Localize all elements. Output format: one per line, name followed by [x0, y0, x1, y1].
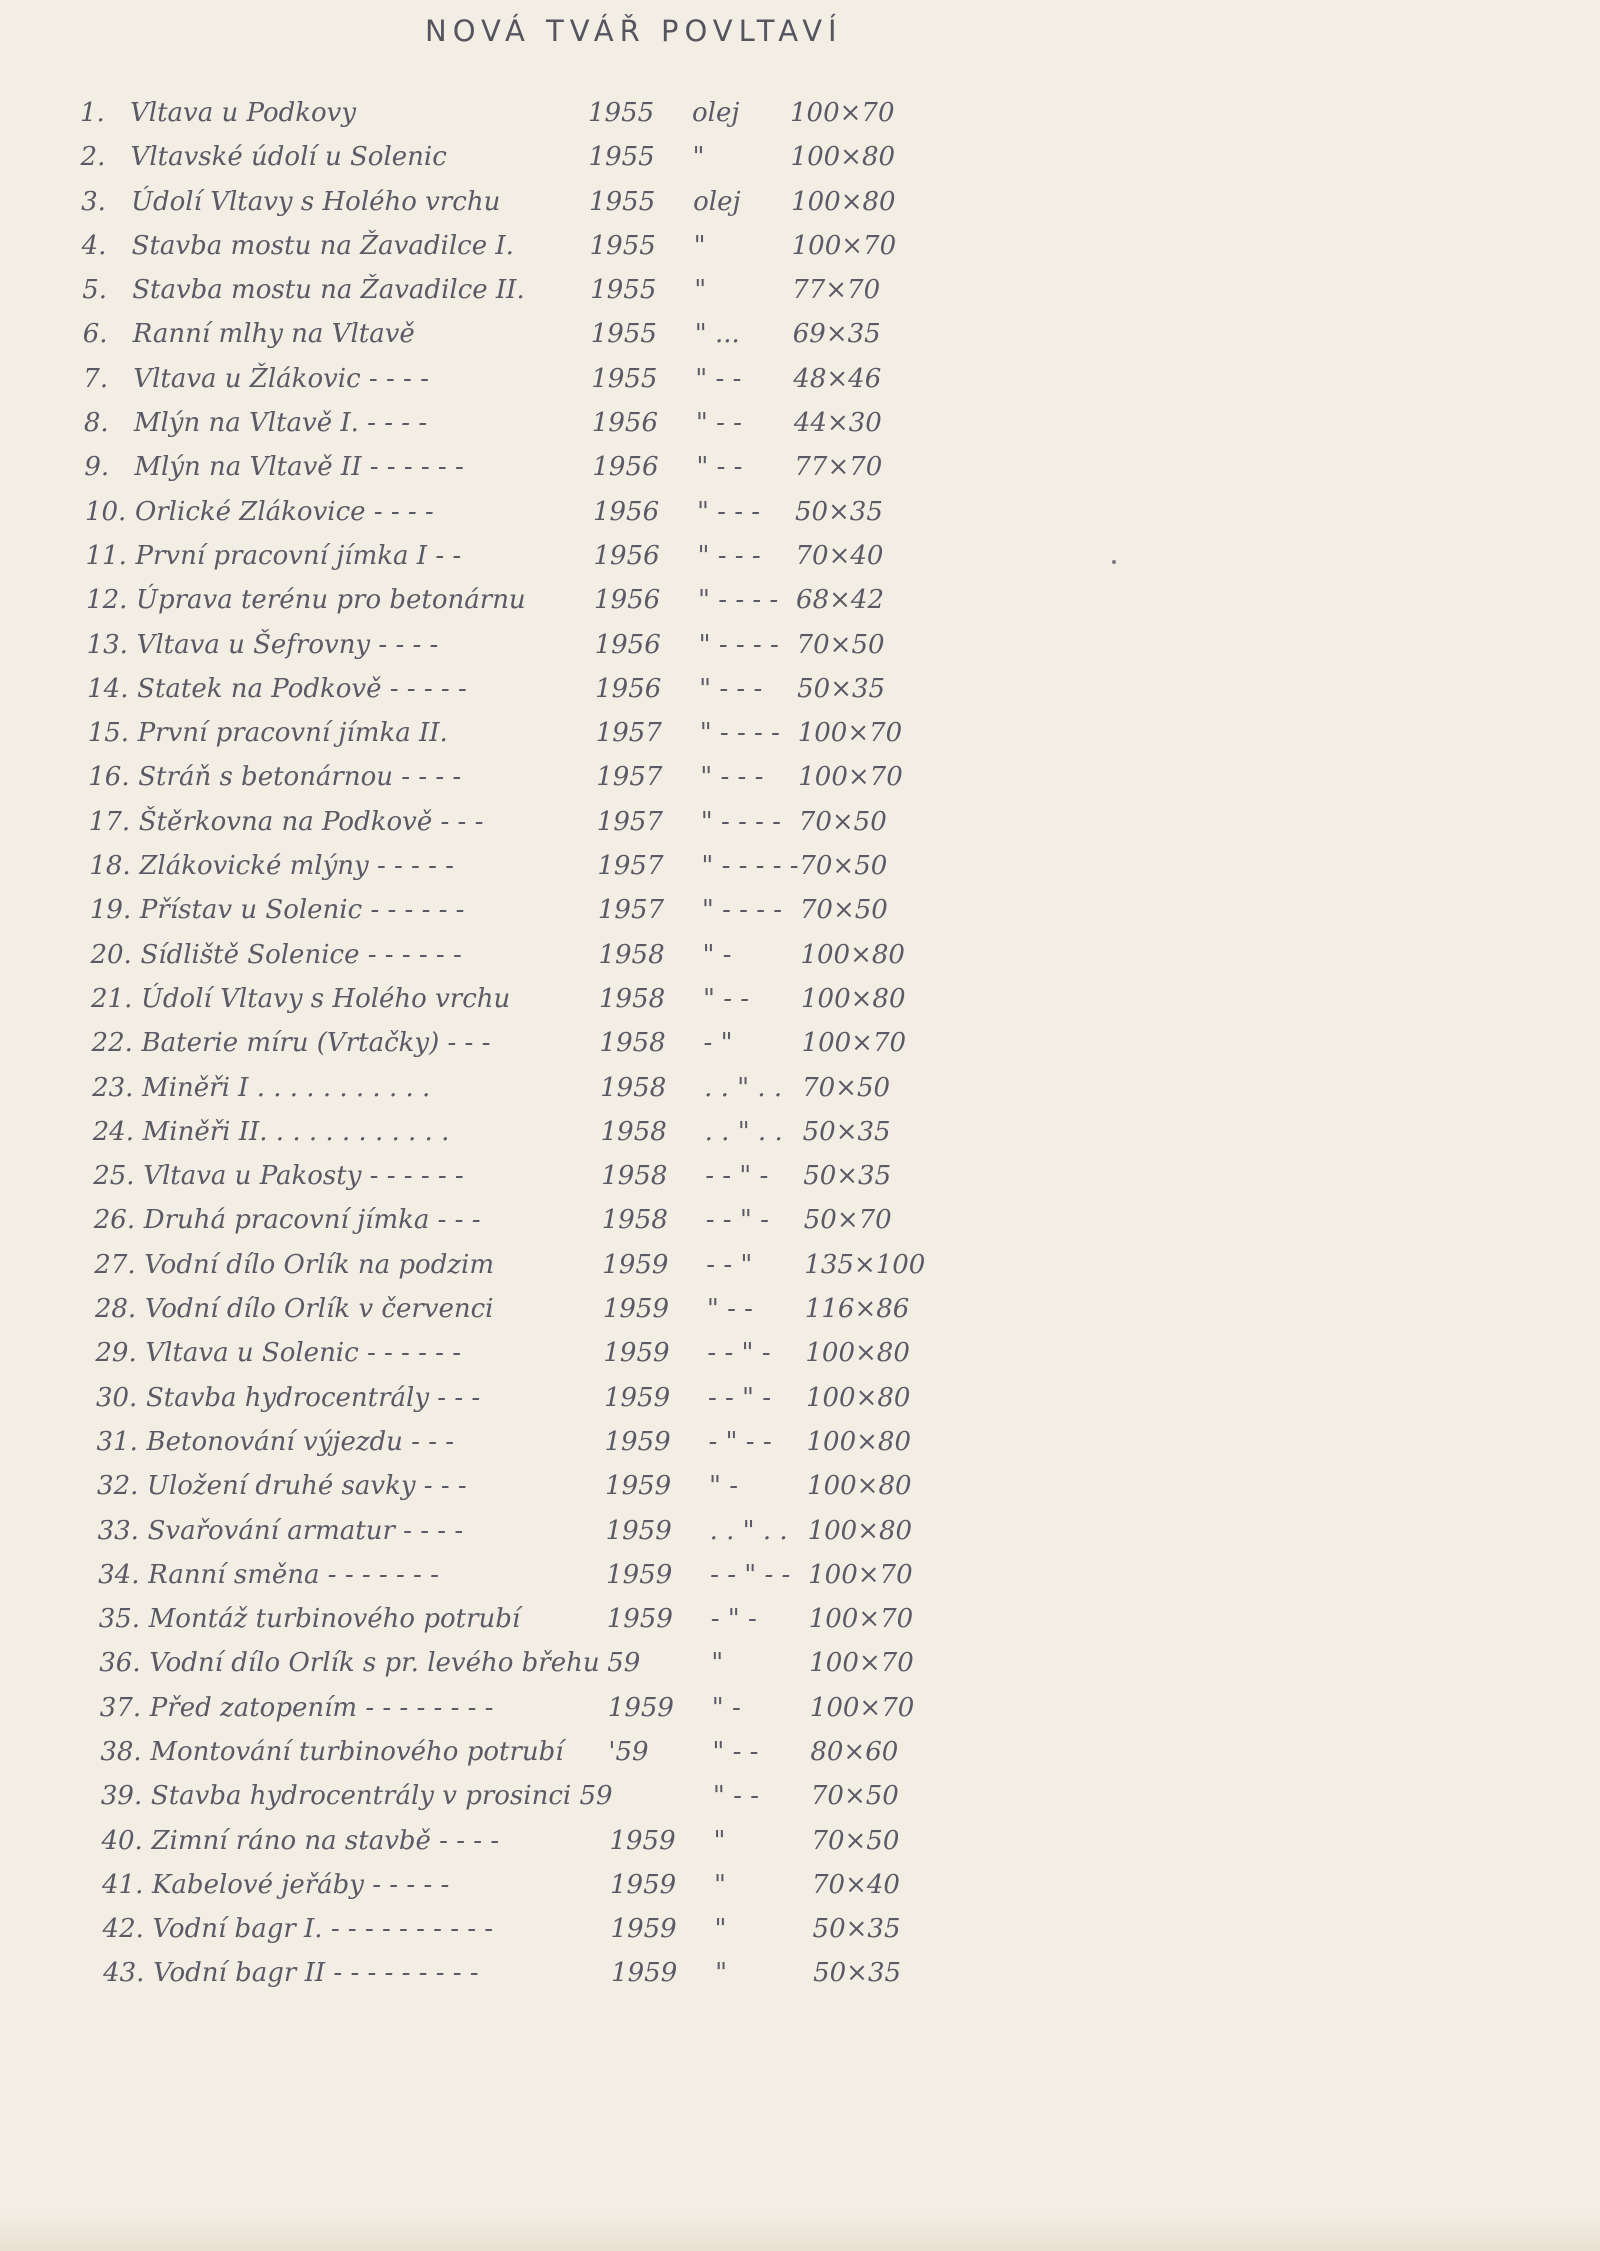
list-item: [90, 889, 980, 933]
item-title: Baterie míru (Vrtačky) - - -: [141, 1028, 491, 1059]
item-number: 28.: [94, 1294, 137, 1325]
item-number: 29.: [95, 1338, 137, 1369]
item-year: 1959: [606, 1559, 673, 1590]
item-number: 36.: [99, 1648, 141, 1679]
item-medium: " - -: [706, 1294, 753, 1325]
item-year: 1958: [598, 939, 665, 970]
item-size: 100×80: [807, 1515, 913, 1546]
item-title: Stráň s betonárnou - - - -: [138, 762, 462, 793]
item-title: Vodní dílo Orlík s pr. levého břehu: [149, 1648, 600, 1679]
item-title: Údolí Vltavy s Holého vrchu: [141, 983, 511, 1014]
item-number: 27.: [94, 1249, 136, 1280]
list-item: [86, 535, 981, 579]
item-title: Vodní bagr II - - - - - - - - -: [153, 1958, 479, 1989]
item-size: 48×46: [793, 363, 882, 394]
item-number: 22.: [91, 1028, 133, 1059]
page-title: NOVÁ TVÁŘ POVLTAVÍ: [425, 14, 843, 48]
item-size: 100×70: [798, 762, 903, 793]
list-item: [98, 1554, 980, 1598]
list-item: [84, 402, 980, 446]
item-year: 1956: [592, 496, 660, 527]
item-number: 20.: [90, 939, 132, 970]
item-title: Mlýn na Vltavě I. - - - -: [133, 408, 428, 439]
item-year: 1958: [599, 983, 666, 1014]
item-number: 40.: [101, 1825, 143, 1856]
item-number: 30.: [95, 1382, 138, 1413]
paper-edge: [0, 2211, 1600, 2251]
item-size: 70×50: [798, 806, 887, 837]
item-number: 10.: [84, 496, 127, 527]
list-item: [91, 978, 980, 1022]
item-size: 100×80: [805, 1382, 911, 1413]
item-medium: - ": [703, 1028, 733, 1059]
item-medium: ": [693, 230, 706, 261]
item-size: 116×86: [804, 1294, 910, 1325]
list-item: [83, 313, 980, 357]
item-year: 1955: [590, 275, 657, 306]
item-medium: " - - - -: [699, 718, 780, 749]
item-title: Vltava u Pakosty - - - - - -: [143, 1161, 464, 1192]
item-year: 1958: [599, 1028, 666, 1059]
list-item: [95, 1288, 980, 1332]
item-year: 1959: [610, 1914, 677, 1945]
list-item: [89, 801, 980, 845]
item-size: 70×50: [799, 851, 888, 882]
item-year: 1958: [600, 1116, 667, 1147]
item-medium: ": [714, 1869, 726, 1900]
item-title: Miněři I . . . . . . . . . . .: [142, 1072, 431, 1103]
list-item: [83, 358, 980, 402]
item-number: 8.: [83, 408, 109, 439]
item-medium: " -: [709, 1471, 739, 1502]
list-item: [90, 934, 980, 978]
item-medium: . . " . .: [709, 1515, 788, 1546]
item-medium: " - -: [712, 1736, 759, 1767]
item-title: Štěrkovna na Podkově - - -: [138, 806, 484, 837]
item-number: 11.: [85, 540, 127, 571]
item-medium: " - - - -: [698, 629, 779, 660]
item-medium: - " - -: [708, 1426, 772, 1457]
item-size: 80×60: [810, 1736, 899, 1767]
item-title: První pracovní jímka II.: [137, 718, 448, 749]
list-item: [87, 624, 980, 668]
list-item: [102, 1864, 980, 1908]
item-size: 50×35: [803, 1161, 892, 1192]
item-title: Vltavské údolí u Solenic: [130, 142, 447, 173]
list-item: [81, 136, 980, 180]
item-year: 59: [607, 1648, 641, 1679]
item-year: 1955: [588, 142, 655, 173]
item-size: 70×50: [811, 1825, 900, 1856]
item-year: 1955: [589, 186, 656, 217]
item-medium: ": [692, 142, 705, 173]
item-medium: ": [694, 275, 707, 306]
list-item: [100, 1731, 980, 1775]
item-medium: olej: [693, 186, 741, 217]
item-year: 1957: [597, 895, 665, 926]
item-year: 1959: [611, 1958, 678, 1989]
item-size: 77×70: [792, 275, 881, 306]
item-year: 1959: [602, 1249, 669, 1280]
item-title: Sídliště Solenice - - - - - -: [140, 939, 462, 970]
item-medium: - - " -: [707, 1382, 772, 1413]
list-item: [103, 1908, 980, 1952]
item-size: 100×70: [797, 718, 903, 749]
item-year: 1957: [596, 806, 663, 837]
item-medium: " - - - -: [698, 585, 779, 616]
item-number: 17.: [88, 806, 131, 837]
item-medium: ": [715, 1958, 728, 1989]
list-item: [99, 1598, 980, 1642]
item-number: 7.: [83, 363, 109, 394]
item-year: 1955: [589, 230, 656, 261]
item-size: 100×80: [801, 983, 906, 1014]
item-number: 25.: [93, 1161, 135, 1192]
item-number: 37.: [99, 1692, 142, 1723]
item-year: 1956: [594, 629, 661, 660]
item-title: Vodní dílo Orlík na podzim: [144, 1249, 495, 1280]
item-year: 1957: [596, 762, 663, 793]
item-title: Údolí Vltavy s Holého vrchu: [131, 186, 501, 217]
item-medium: " - -: [695, 363, 742, 394]
item-size: 50×35: [802, 1116, 891, 1147]
item-title: Stavba hydrocentrály v prosinci 59: [150, 1781, 613, 1812]
list-item: [101, 1820, 980, 1864]
item-size: 77×70: [794, 452, 883, 483]
list-item: [94, 1199, 980, 1243]
item-size: 100×70: [808, 1604, 914, 1635]
item-size: 100×70: [790, 98, 895, 128]
item-title: Přístav u Solenic - - - - - -: [139, 895, 465, 926]
list-item: [94, 1244, 980, 1288]
item-year: 1955: [588, 98, 655, 128]
item-medium: " - -: [712, 1781, 759, 1812]
item-medium: " - -: [703, 983, 750, 1014]
list-item: [82, 269, 980, 313]
list-item: [100, 1687, 980, 1731]
item-number: 15.: [87, 718, 130, 749]
item-medium: ": [713, 1825, 726, 1856]
item-size: 50×35: [813, 1958, 902, 1989]
item-year: 1959: [606, 1604, 673, 1635]
item-title: Ranní směna - - - - - - -: [148, 1559, 439, 1590]
item-title: Stavba hydrocentrály - - -: [145, 1382, 481, 1413]
list-item: [96, 1377, 980, 1421]
item-title: Vodní bagr I. - - - - - - - - - -: [152, 1914, 494, 1945]
item-year: 1958: [601, 1161, 668, 1192]
item-title: Montáž turbinového potrubí: [148, 1604, 521, 1635]
item-title: Uložení druhé savky - - -: [147, 1471, 467, 1502]
item-size: 100×80: [791, 186, 896, 217]
item-number: 26.: [93, 1205, 136, 1236]
item-year: 1955: [590, 319, 657, 350]
list-item: [88, 756, 980, 800]
item-size: 100×70: [808, 1559, 913, 1590]
item-medium: " ...: [694, 319, 740, 350]
list-item: [93, 1155, 980, 1199]
item-year: 1956: [593, 540, 660, 571]
item-title: Orlické Zlákovice - - - -: [134, 496, 434, 527]
item-medium: ": [711, 1648, 724, 1679]
item-title: Úprava terénu pro betonárnu: [136, 585, 526, 616]
item-title: Statek na Podkově - - - - -: [137, 673, 467, 704]
list-item: [92, 1067, 980, 1111]
list-item: [85, 491, 980, 535]
item-title: Druhá pracovní jímka - - -: [143, 1205, 481, 1236]
item-medium: " - - - - -: [701, 851, 799, 882]
item-number: 16.: [88, 762, 130, 793]
item-number: 32.: [97, 1471, 139, 1502]
item-year: 1957: [597, 851, 664, 882]
item-title: Stavba mostu na Žavadilce I.: [131, 230, 514, 261]
item-size: 70×50: [802, 1072, 891, 1103]
item-medium: " -: [711, 1692, 741, 1723]
item-title: Před zatopením - - - - - - - -: [149, 1692, 494, 1723]
item-size: 50×35: [812, 1914, 901, 1945]
item-number: 35.: [98, 1604, 141, 1635]
item-year: 1959: [605, 1515, 672, 1546]
item-medium: " - - -: [697, 540, 761, 571]
item-medium: - - " -: [705, 1161, 769, 1192]
list-item: [92, 1022, 980, 1066]
item-number: 43.: [103, 1958, 145, 1989]
item-year: 1959: [605, 1471, 672, 1502]
item-number: 38.: [100, 1736, 142, 1767]
list-item: [97, 1421, 981, 1465]
item-size: 100×70: [801, 1028, 907, 1059]
item-size: 100×80: [790, 142, 896, 173]
item-title: Vltava u Šefrovny - - - -: [136, 629, 439, 660]
item-title: Vltava u Solenic - - - - - -: [145, 1338, 461, 1369]
item-number: 9.: [84, 452, 110, 483]
item-medium: . . " . .: [704, 1072, 783, 1103]
item-year: 1955: [591, 363, 658, 394]
list-item: [95, 1332, 980, 1376]
item-title: Vodní dílo Orlík v červenci: [144, 1294, 494, 1325]
item-number: 14.: [87, 673, 129, 704]
item-size: 135×100: [804, 1249, 926, 1280]
item-year: 1956: [594, 585, 661, 616]
item-number: 5.: [82, 275, 107, 306]
item-number: 34.: [98, 1559, 140, 1590]
list-item: [99, 1642, 980, 1686]
item-title: Vltava u Žlákovic - - - -: [133, 363, 429, 394]
item-size: 100×80: [805, 1338, 910, 1369]
list-item: [97, 1465, 980, 1509]
item-medium: " - - -: [696, 496, 761, 527]
item-medium: " -: [702, 939, 732, 970]
item-year: 1959: [603, 1382, 671, 1413]
list-item: [87, 668, 980, 712]
item-size: 50×35: [794, 496, 883, 527]
item-medium: olej: [692, 98, 740, 128]
item-medium: - " -: [710, 1604, 757, 1635]
item-title: Betonování výjezdu - - -: [146, 1426, 455, 1457]
item-size: 69×35: [792, 319, 881, 350]
item-medium: " - -: [695, 408, 742, 439]
item-number: 23.: [92, 1072, 134, 1103]
item-size: 50×35: [797, 673, 886, 704]
item-number: 24.: [92, 1116, 134, 1147]
item-medium: - - " -: [705, 1205, 769, 1236]
item-medium: " - - -: [699, 673, 763, 704]
item-year: 1956: [595, 673, 662, 704]
item-medium: - - " -: [707, 1338, 771, 1369]
item-number: 6.: [82, 319, 108, 350]
list-item: [86, 579, 980, 623]
item-title: Montování turbinového potrubí: [150, 1736, 564, 1767]
item-size: 70×40: [812, 1869, 900, 1900]
item-year: 1958: [600, 1072, 667, 1103]
item-year: 1957: [595, 718, 662, 749]
item-title: Ranní mlhy na Vltavě: [132, 319, 415, 350]
item-number: 31.: [96, 1426, 138, 1457]
item-title: Mlýn na Vltavě II - - - - - -: [134, 452, 464, 483]
list-item: [98, 1510, 980, 1554]
item-size: 100×70: [809, 1692, 915, 1723]
item-medium: ": [714, 1914, 727, 1945]
item-number: 18.: [89, 851, 131, 882]
item-number: 39.: [100, 1781, 143, 1812]
item-size: 44×30: [793, 408, 882, 439]
item-number: 42.: [102, 1914, 144, 1945]
item-medium: - - " - -: [710, 1559, 791, 1590]
item-year: 1956: [592, 452, 659, 483]
item-size: 100×80: [806, 1426, 911, 1457]
item-number: 13.: [86, 629, 128, 660]
item-number: 21.: [91, 983, 133, 1014]
item-number: 19.: [89, 895, 132, 926]
item-size: 100×70: [809, 1648, 914, 1679]
item-number: 1.: [80, 98, 105, 128]
item-title: Kabelové jeřáby - - - - -: [152, 1869, 450, 1900]
item-title: Svařování armatur - - - -: [147, 1515, 464, 1546]
list-item: [82, 225, 980, 269]
item-year: 1959: [609, 1825, 676, 1856]
item-medium: " - - - -: [701, 895, 783, 926]
item-year: '59: [608, 1736, 649, 1767]
item-medium: " - -: [696, 452, 743, 483]
item-year: 1959: [610, 1869, 677, 1900]
item-size: 100×80: [807, 1471, 912, 1502]
item-title: První pracovní jímka I - -: [135, 540, 462, 571]
list-item: [88, 712, 980, 756]
list-item: [81, 181, 980, 225]
item-medium: " - - -: [700, 762, 764, 793]
pencil-dot: [1112, 560, 1116, 564]
item-medium: " - - - -: [700, 806, 781, 837]
list-item: [80, 92, 980, 136]
item-size: 50×70: [803, 1205, 892, 1236]
item-title: Zlákovické mlýny - - - - -: [139, 851, 454, 882]
item-medium: - - ": [706, 1249, 753, 1280]
item-number: 12.: [86, 585, 128, 616]
item-year: 1958: [601, 1205, 668, 1236]
list-item: [89, 845, 980, 889]
item-size: 100×80: [800, 939, 905, 970]
item-size: 70×50: [810, 1781, 899, 1812]
item-year: 1959: [602, 1294, 670, 1325]
item-size: 70×50: [796, 629, 885, 660]
item-size: 70×40: [795, 540, 884, 571]
item-year: 1956: [591, 408, 659, 439]
item-title: Miněři II. . . . . . . . . . . .: [142, 1116, 450, 1147]
artwork-list: [80, 92, 980, 1997]
item-size: 100×70: [791, 230, 897, 261]
list-item: [101, 1775, 980, 1819]
item-title: Stavba mostu na Žavadilce II.: [132, 275, 525, 306]
item-size: 68×42: [796, 585, 884, 616]
list-item: [84, 446, 980, 490]
item-year: 1959: [604, 1426, 671, 1457]
item-year: 1959: [607, 1692, 674, 1723]
item-number: 33.: [97, 1515, 139, 1546]
item-number: 4.: [81, 230, 107, 261]
item-medium: . . " . .: [704, 1116, 783, 1147]
item-number: 3.: [81, 186, 106, 217]
item-number: 2.: [80, 142, 106, 173]
item-number: 41.: [102, 1869, 144, 1900]
item-size: 70×50: [799, 895, 888, 926]
item-year: 1959: [603, 1338, 670, 1369]
list-item: [103, 1952, 980, 1996]
list-item: [93, 1111, 980, 1155]
item-title: Zimní ráno na stavbě - - - -: [151, 1825, 500, 1856]
item-title: Vltava u Podkovy: [130, 98, 357, 128]
